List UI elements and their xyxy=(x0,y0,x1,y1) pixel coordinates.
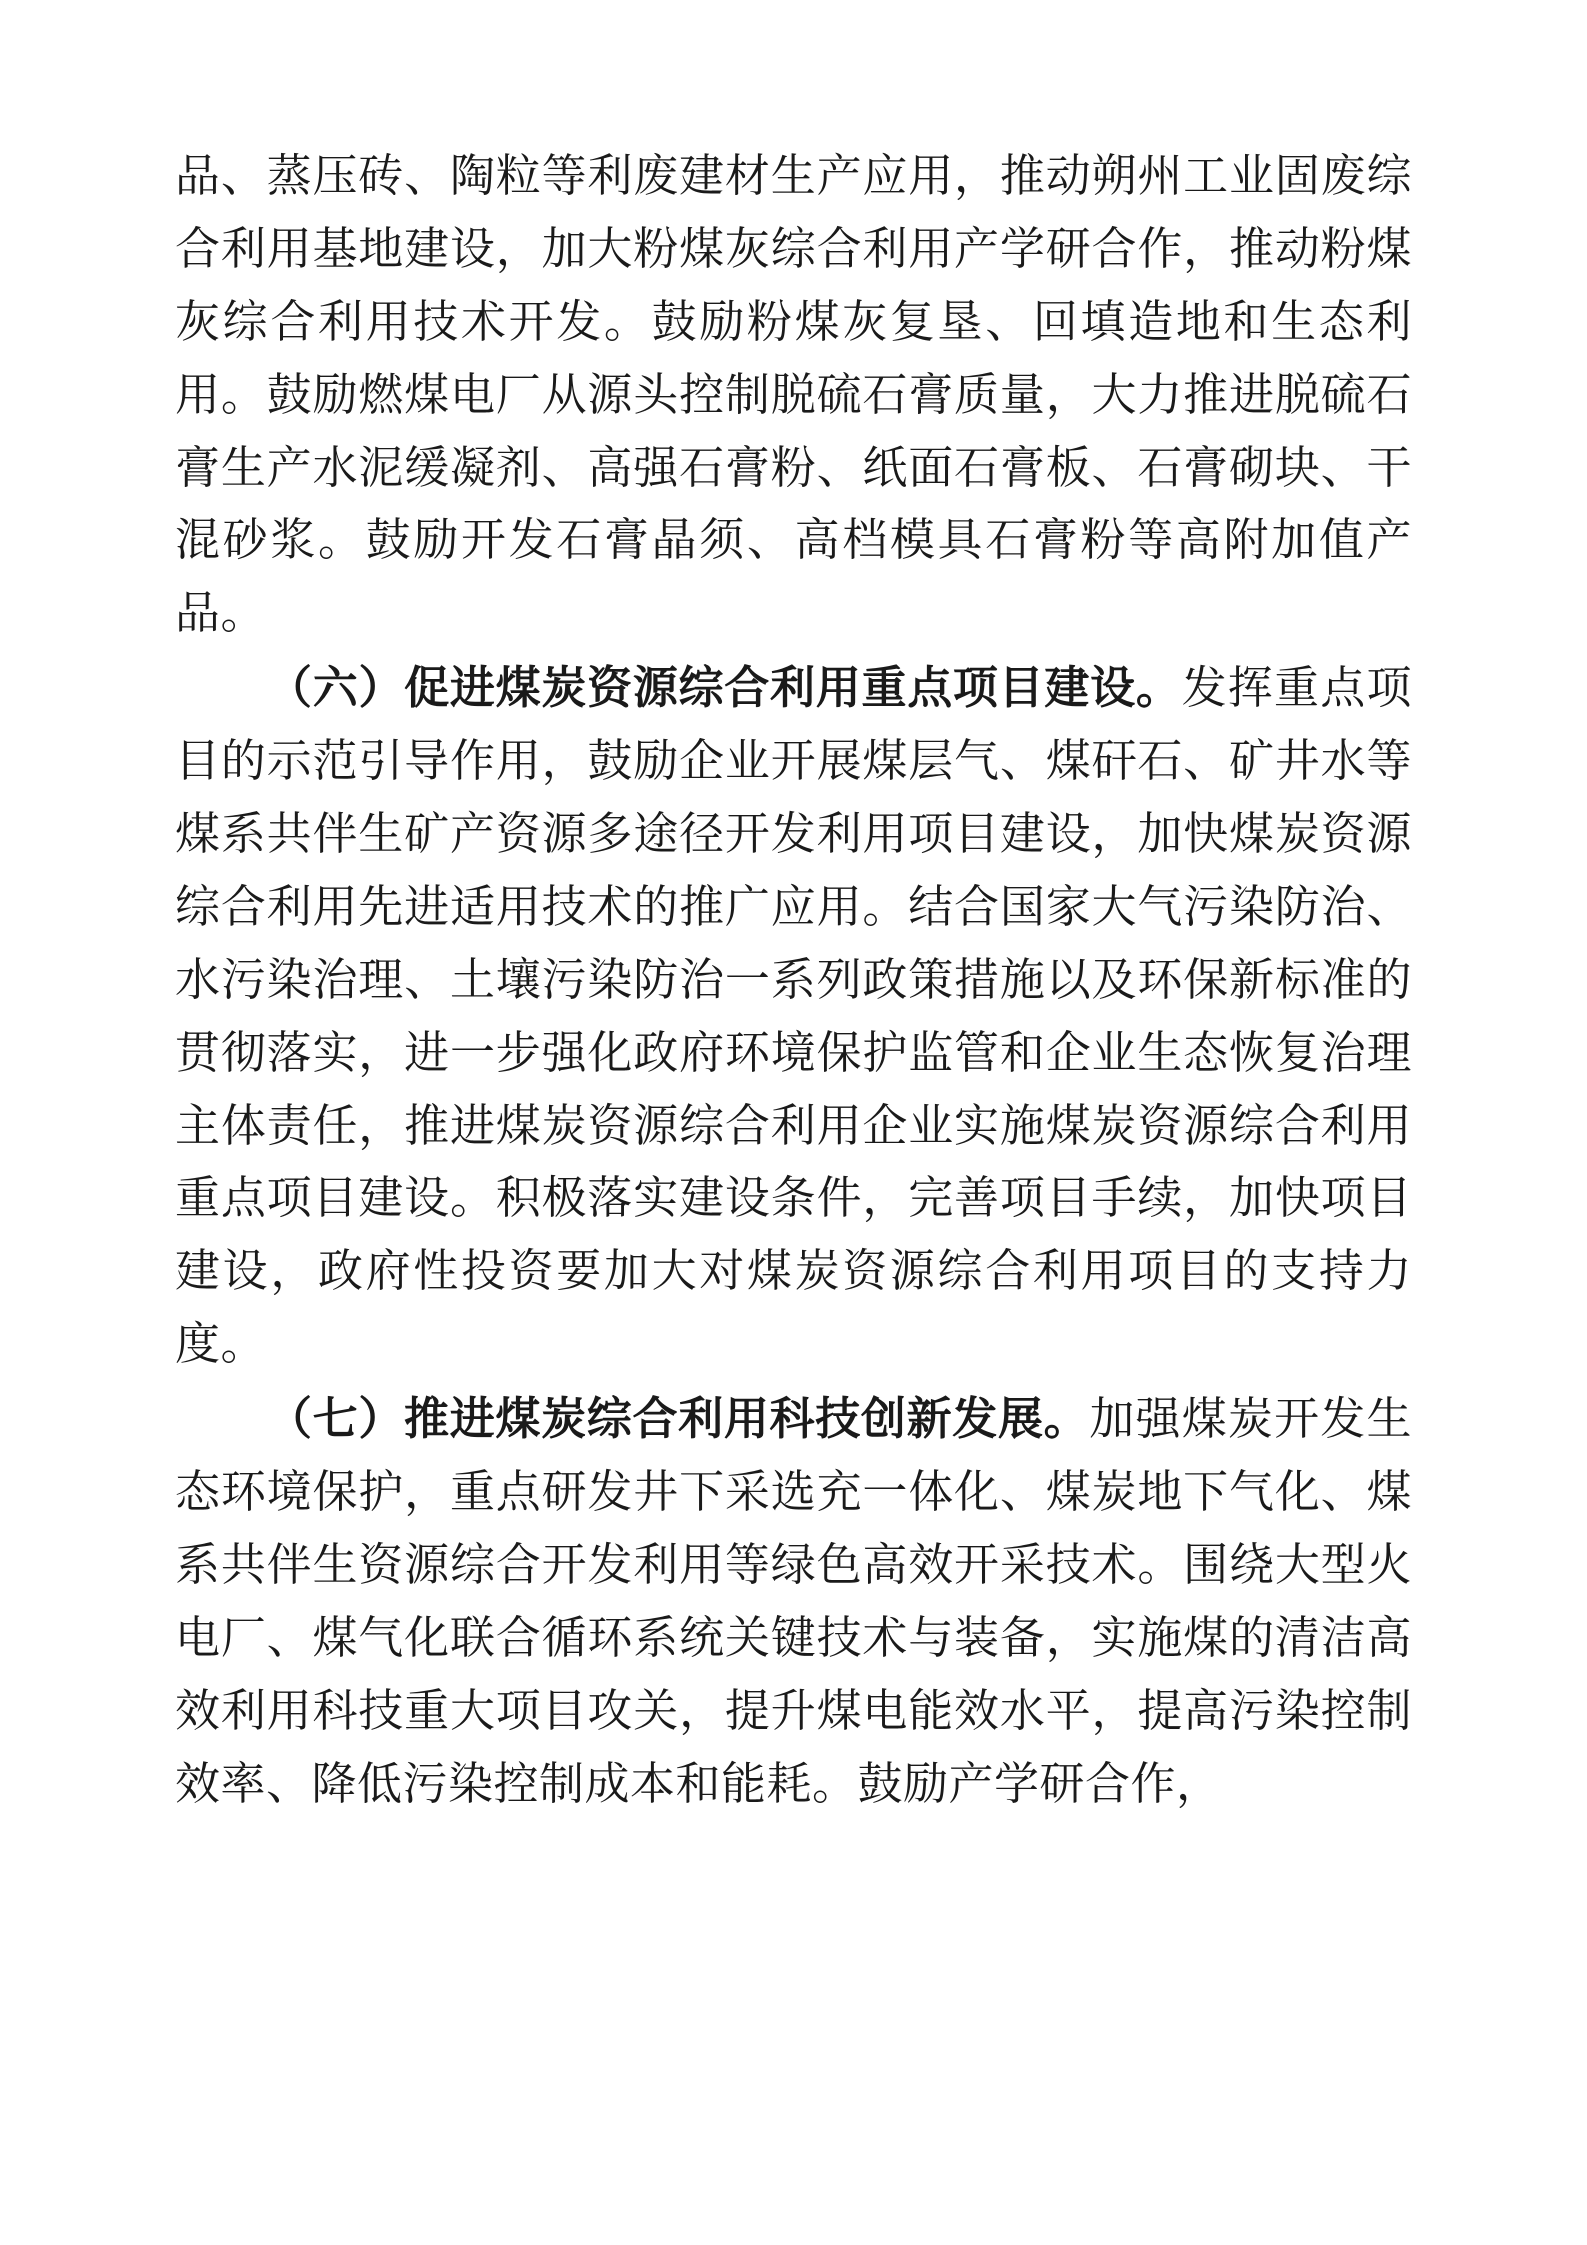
document-body xyxy=(175,140,1412,1820)
section-heading-seven: （七）推进煤炭综合利用科技创新发展。 xyxy=(267,1392,1090,1446)
section-heading-six: （六）促进煤炭资源综合利用重点项目建设。 xyxy=(267,661,1182,715)
paragraph-text: 加强煤炭开发生态环境保护，重点研发井下采选充一体化、煤炭地下气化、煤系共伴生资源综合开发利用等绿色高效开采技术。围绕大型火电厂、煤气化联合循环系统关键技术与装备，实施煤的清洁高效利用科技重大项目攻关，提升煤电能效水平，提高污染控制效率、降低污染控制成本和能耗。鼓励产学研合作， xyxy=(175,1392,1412,1810)
paragraph-text: 品、蒸压砖、陶粒等利废建材生产应用，推动朔州工业固废综合利用基地建设，加大粉煤灰综合利用产学研合作，推动粉煤灰综合利用技术开发。鼓励粉煤灰复垦、回填造地和生态利用。鼓励燃煤电厂从源头控制脱硫石膏质量，大力推进脱硫石膏生产水泥缓凝剂、高强石膏粉、纸面石膏板、石膏砌块、干混砂浆。鼓励开发石膏晶须、高档模具石膏粉等高附加值产品。 xyxy=(175,149,1412,640)
paragraph-section-seven xyxy=(175,1383,1412,1820)
paragraph-section-six xyxy=(175,652,1412,1381)
paragraph-text: 发挥重点项目的示范引导作用，鼓励企业开展煤层气、煤矸石、矿井水等煤系共伴生矿产资源多途径开发利用项目建设，加快煤炭资源综合利用先进适用技术的推广应用。结合国家大气污染防治、水污染治理、土壤污染防治一系列政策措施以及环保新标准的贯彻落实，进一步强化政府环境保护监管和企业生态恢复治理主体责任，推进煤炭资源综合利用企业实施煤炭资源综合利用重点项目建设。积极落实建设条件，完善项目手续，加快项目建设，政府性投资要加大对煤炭资源综合利用项目的支持力度。 xyxy=(175,661,1412,1371)
paragraph-continuation xyxy=(175,140,1412,650)
